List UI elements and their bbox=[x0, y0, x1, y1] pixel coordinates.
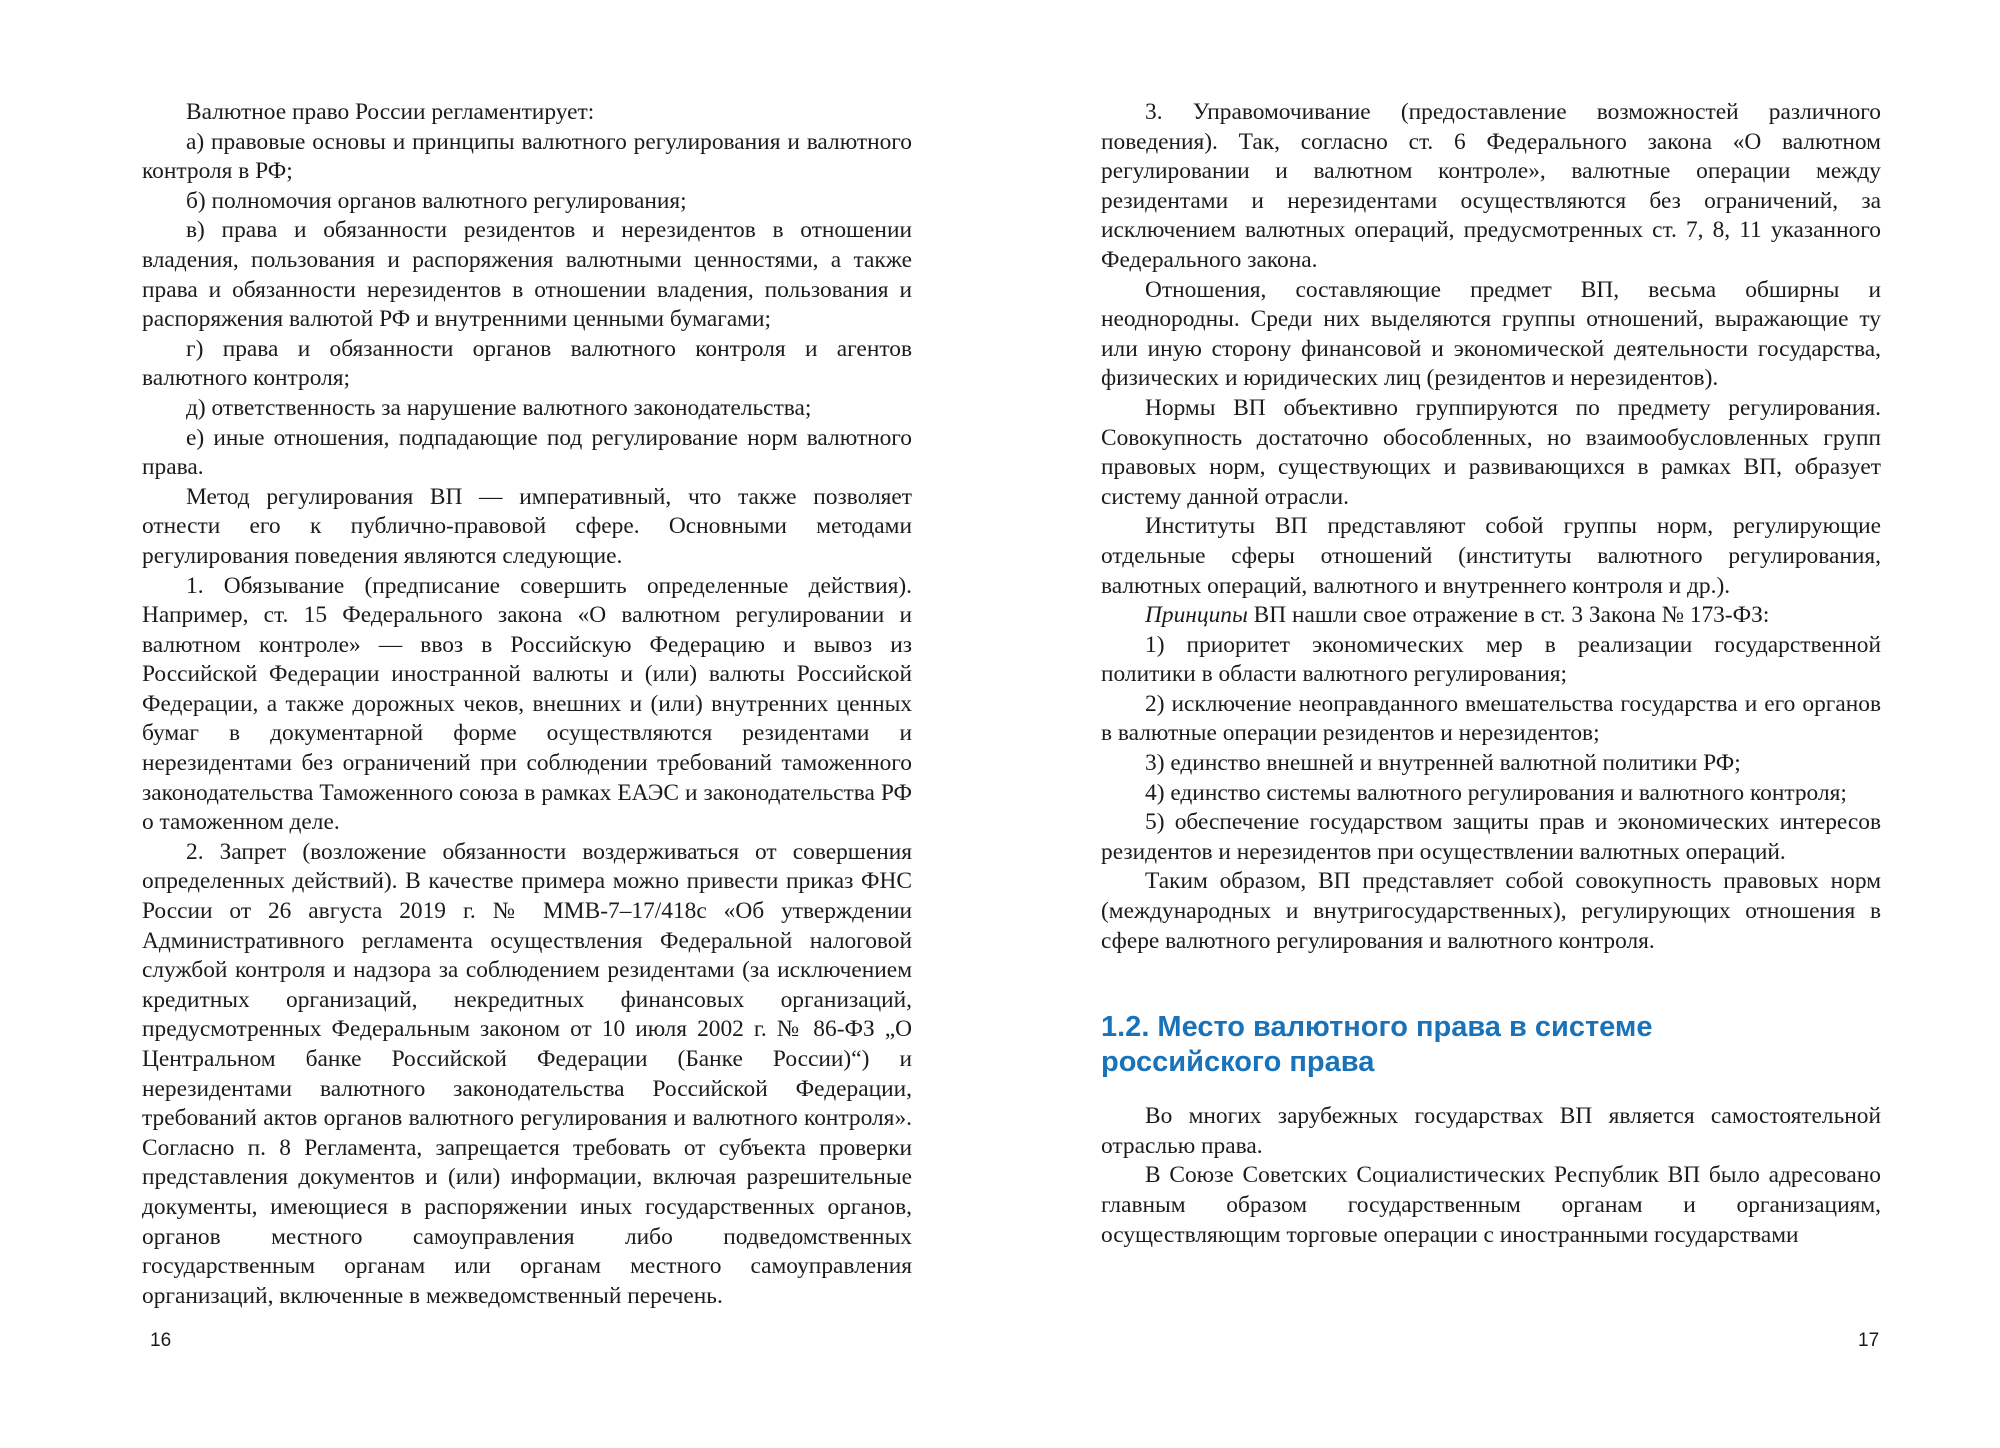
left-paragraph: б) полномочия органов валютного регулирования; bbox=[186, 187, 687, 214]
left-paragraph: 1. Обязывание (предписание совершить определенные действия). Например, ст. 15 Федерального закона «О валютном регулировании и валютном контроле» — ввоз в Российскую Федерацию и вывоз из Российской Федерации иностранной валюты и (или) валюты Российской Федерации, а также дорожных чеков, внешних и (или) внутренних ценных бумаг в документарной форме осуществляются резидентами и нерезидентами без ограничений при соблюдении требований таможенного законодательства Таможенного союза в рамках ЕАЭС и законодательства РФ о таможенном деле. bbox=[142, 572, 912, 836]
principle-item: 3) единство внешней и внутренней валютной политики РФ; bbox=[1145, 750, 1741, 777]
section-heading bbox=[1101, 1010, 1881, 1080]
right-paragraph: Институты ВП представляют собой группы норм, регулирующие отдельные сферы отношений (институты валютного регулирования, валютных операций, валютного и внутреннего контроля и др.). bbox=[1101, 513, 1881, 599]
right-paragraph: 3. Управомочивание (предоставление возможностей различного поведения). Так, согласно ст. 6 Федерального закона «О валютном регулировании и валютном контроле», валютные операции между резидентами и нерезидентами осуществляются без ограничений, за исключением валютных операций, предусмотренных ст. 7, 8, 11 указанного Федерального закона. bbox=[1101, 99, 1881, 273]
right-paragraph: Во многих зарубежных государствах ВП является самостоятельной отраслью права. bbox=[1101, 1103, 1881, 1159]
principle-item: 2) исключение неоправданного вмешательства государства и его органов в валютные операции резидентов и нерезидентов; bbox=[1101, 690, 1881, 747]
left-paragraph: а) правовые основы и принципы валютного регулирования и валютного контроля в РФ; bbox=[142, 128, 912, 185]
principles-intro-text: ВП нашли свое отражение в ст. 3 Закона № 173-ФЗ: bbox=[1247, 602, 1770, 629]
left-paragraph: в) права и обязанности резидентов и нерезидентов в отношении владения, пользования и распоряжения валютными ценностями, а также права и обязанности нерезидентов в отношении владения, пользования и распоряжения валютой РФ и внутренними ценными бумагами; bbox=[142, 217, 912, 333]
conclusion-paragraph: Таким образом, ВП представляет собой совокупность правовых норм (международных и внутригосударственных), регулирующих отношения в сфере валютного регулирования и валютного контроля. bbox=[1101, 868, 1881, 954]
left-page bbox=[142, 98, 912, 1311]
principle-item: 1) приоритет экономических мер в реализации государственной политики в области валютного регулирования; bbox=[1101, 631, 1881, 688]
left-paragraph: г) права и обязанности органов валютного контроля и агентов валютного контроля; bbox=[142, 335, 912, 392]
left-paragraph: е) иные отношения, подпадающие под регулирование норм валютного права. bbox=[142, 424, 912, 481]
section-heading-line2: российского права bbox=[1101, 1046, 1375, 1079]
principle-item: 4) единство системы валютного регулирования и валютного контроля; bbox=[1145, 779, 1847, 806]
page-number-left: 16 bbox=[150, 1330, 172, 1351]
right-paragraph: Нормы ВП объективно группируются по предмету регулирования. Совокупность достаточно обособленных, но взаимообусловленных групп правовых норм, существующих и развивающихся в рамках ВП, образует систему данной отрасли. bbox=[1101, 394, 1881, 510]
left-paragraph: д) ответственность за нарушение валютного законодательства; bbox=[186, 394, 812, 421]
right-paragraph: В Союзе Советских Социалистических Республик ВП было адресовано главным образом государственным органам и организациям, осуществляющим торговые операции с иностранными государствами bbox=[1101, 1162, 1881, 1248]
page-number-right: 17 bbox=[1858, 1330, 1880, 1351]
left-paragraph: Валютное право России регламентирует: bbox=[186, 99, 595, 125]
right-paragraph: Отношения, составляющие предмет ВП, весьма обширны и неоднородны. Среди них выделяются группы отношений, выражающие ту или иную сторону финансовой и экономической деятельности государства, физических и юридических лиц (резидентов и нерезидентов). bbox=[1101, 276, 1881, 392]
left-paragraph: Метод регулирования ВП — императивный, что также позволяет отнести его к публично-правовой сфере. Основными методами регулирования поведения являются следующие. bbox=[142, 483, 912, 569]
principles-intro bbox=[1101, 601, 1881, 631]
principles-label: Принципы bbox=[1145, 602, 1248, 629]
left-paragraph: 2. Запрет (возложение обязанности воздерживаться от совершения определенных действий). В качестве примера можно привести приказ ФНС России от 26 августа 2019 г. № ММВ-7–17/418с «Об утверждении Административного регламента осуществления Федеральной налоговой службой контроля и надзора за соблюдением резидентами (за исключением кредитных организаций, некредитных финансовых организаций, предусмотренных Федеральным законом от 10 июля 2002 г. № 86-ФЗ „О Центральном банке Российской Федерации (Банке России)“) и нерезидентами валютного законодательства Российской Федерации, требований актов органов валютного регулирования и валютного контроля». Согласно п. 8 Регламента, запрещается требовать от субъекта проверки представления документов и (или) информации, включая разрешительные документы, имеющиеся в распоряжении иных государственных органов, органов местного самоуправления либо подведомственных государственным органам или органам местного самоуправления организаций, включенные в межведомственный перечень. bbox=[142, 838, 912, 1309]
right-page bbox=[1101, 98, 1881, 1250]
section-heading-line1: 1.2. Место валютного права в системе bbox=[1101, 1011, 1653, 1044]
principle-item: 5) обеспечение государством защиты прав и экономических интересов резидентов и нерезидентов при осуществлении валютных операций. bbox=[1101, 809, 1881, 865]
